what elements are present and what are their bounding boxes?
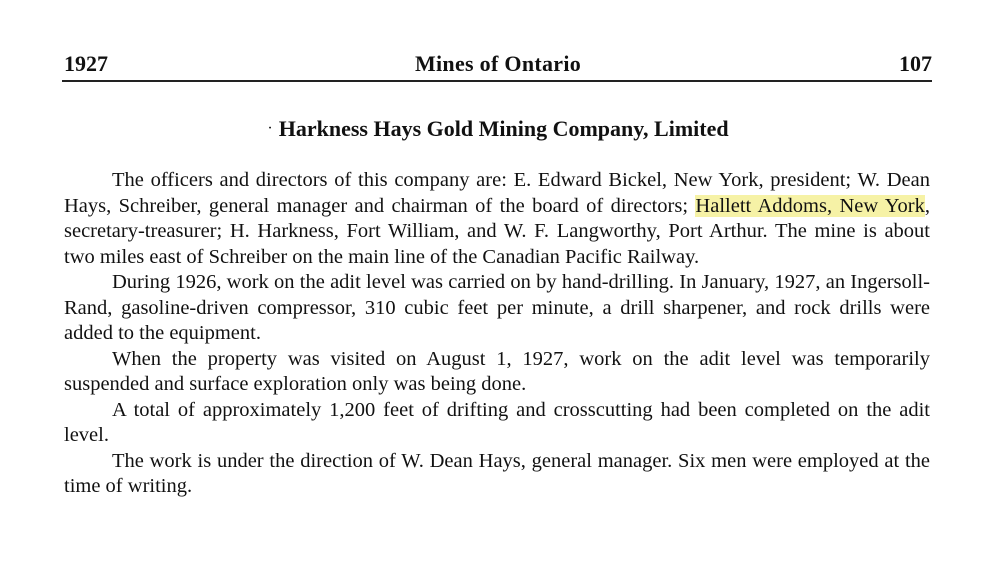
paragraph-officers-text-1: The officers and directors of this company are: E. Edward Bickel, New York, president; W. Dean Hays, Schreiber, general manager and chairman of the board of directors; bbox=[64, 169, 930, 217]
paragraph-visit: When the property was visited on August 1, 1927, work on the adit level was temporarily suspended and surface exploration only was being done. bbox=[64, 347, 930, 395]
header-title: Mines of Ontario bbox=[414, 51, 582, 76]
paragraph-drifting: A total of approximately 1,200 feet of drifting and crosscutting had been completed on the adit level. bbox=[64, 398, 930, 446]
header-year: 1927 bbox=[64, 51, 108, 76]
paragraph-direction: The work is under the direction of W. Dean Hays, general manager. Six men were employed at the time of writing. bbox=[64, 449, 930, 497]
running-header bbox=[64, 51, 932, 79]
paragraph-equipment: During 1926, work on the adit level was carried on by hand-drilling. In January, 1927, an Ingersoll-Rand, gasoline-driven compressor, 310 cubic feet per minute, a drill sharpener, and rock drills were added to the equipment. bbox=[64, 271, 930, 344]
company-heading bbox=[64, 116, 932, 142]
heading-bullet: · bbox=[267, 120, 273, 137]
header-rule bbox=[62, 80, 932, 82]
highlighted-name: Hallett Addoms, New York bbox=[695, 194, 925, 217]
article-body bbox=[64, 168, 930, 500]
company-name: Harkness Hays Gold Mining Company, Limited bbox=[278, 116, 729, 141]
paragraph-officers bbox=[64, 168, 930, 270]
paragraph-officers-text-2: , secretary-treasurer; H. Harkness, Fort William, and W. F. Langworthy, Port Arthur. The mine is about two miles east of Schreiber on the main line of the Canadian Pacific Railway. bbox=[64, 194, 930, 268]
page-number: 107 bbox=[899, 51, 932, 76]
